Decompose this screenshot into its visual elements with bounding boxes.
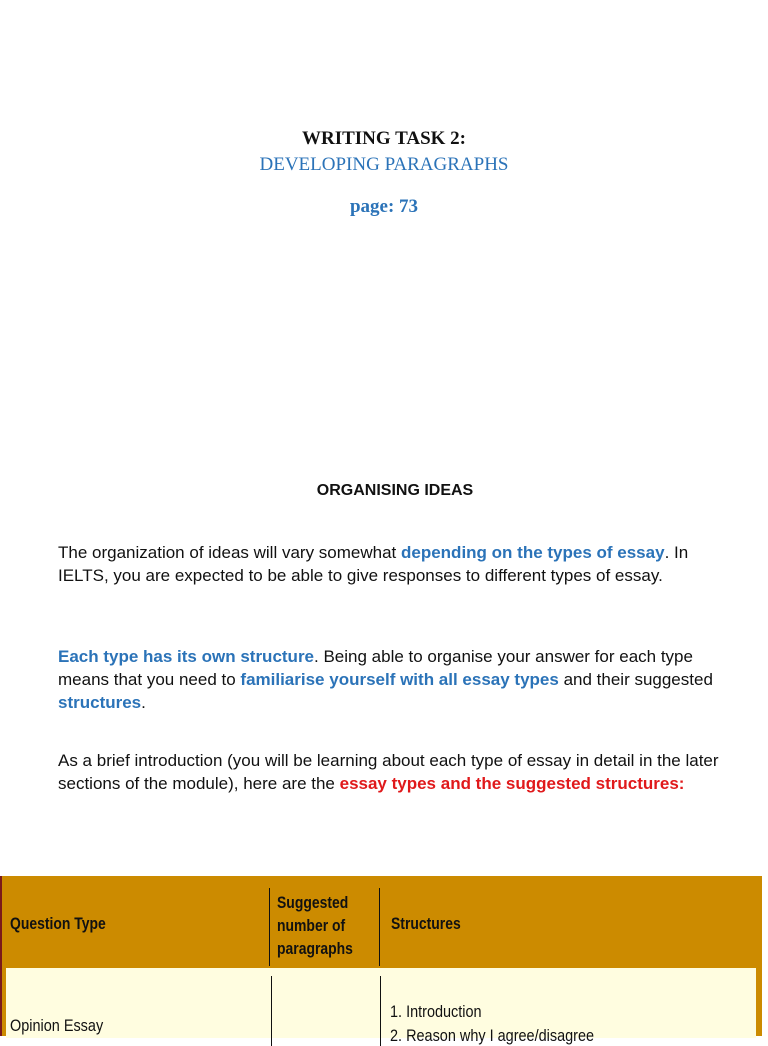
- header-divider-1: [269, 888, 270, 966]
- p1-highlight-1: depending on the types of essay: [401, 543, 665, 562]
- header-divider-2: [379, 888, 380, 966]
- table-body: [6, 968, 756, 1038]
- body-divider-1: [271, 976, 272, 1046]
- table-row-question-type: Opinion Essay: [10, 1016, 104, 1035]
- p2-highlight-3: structures: [58, 693, 142, 712]
- header-paragraphs-line-3: paragraphs: [277, 939, 353, 958]
- p2-text-2: and their suggested: [558, 670, 713, 689]
- p2-text-3: .: [141, 693, 146, 712]
- document-title: WRITING TASK 2:: [302, 128, 466, 149]
- section-heading: ORGANISING IDEAS: [316, 482, 474, 499]
- p2-highlight-1: Each type has its own structure: [58, 647, 315, 666]
- page-reference: page: 73: [349, 196, 419, 217]
- p1-text-1: The organization of ideas will vary somewhat: [58, 543, 401, 562]
- header-paragraphs-line-2: number of: [277, 916, 346, 935]
- p1-text-2: . In IELTS, you are expected to be able to give responses to different types of essay.: [58, 543, 689, 585]
- header-question-type: Question Type: [10, 914, 106, 933]
- header-structures: Structures: [391, 914, 461, 933]
- paragraph-1: [58, 541, 738, 587]
- p2-highlight-2: familiarise yourself with all essay types: [240, 670, 559, 689]
- essay-types-table: [0, 876, 762, 1036]
- p3-text-1: As a brief introduction (you will be learning about each type of essay in detail in the later sections of the module), here are the: [58, 751, 719, 793]
- header-paragraphs-line-1: Suggested: [277, 893, 349, 912]
- title-block: [0, 126, 768, 178]
- document-subtitle: DEVELOPING PARAGRAPHS: [259, 154, 509, 175]
- table-row-structure-1: 1. Introduction: [390, 1002, 482, 1021]
- body-divider-2: [380, 976, 381, 1046]
- table-row-structure-2: 2. Reason why I agree/disagree: [390, 1026, 595, 1045]
- p2-text-1: . Being able to organise your answer for each type means that you need to: [58, 647, 693, 689]
- header-paragraphs: [277, 891, 353, 960]
- table-header-row: [2, 876, 762, 968]
- p3-highlight-1: essay types and the suggested structures:: [339, 774, 685, 793]
- paragraph-3: [58, 749, 738, 795]
- paragraph-2: [58, 645, 738, 714]
